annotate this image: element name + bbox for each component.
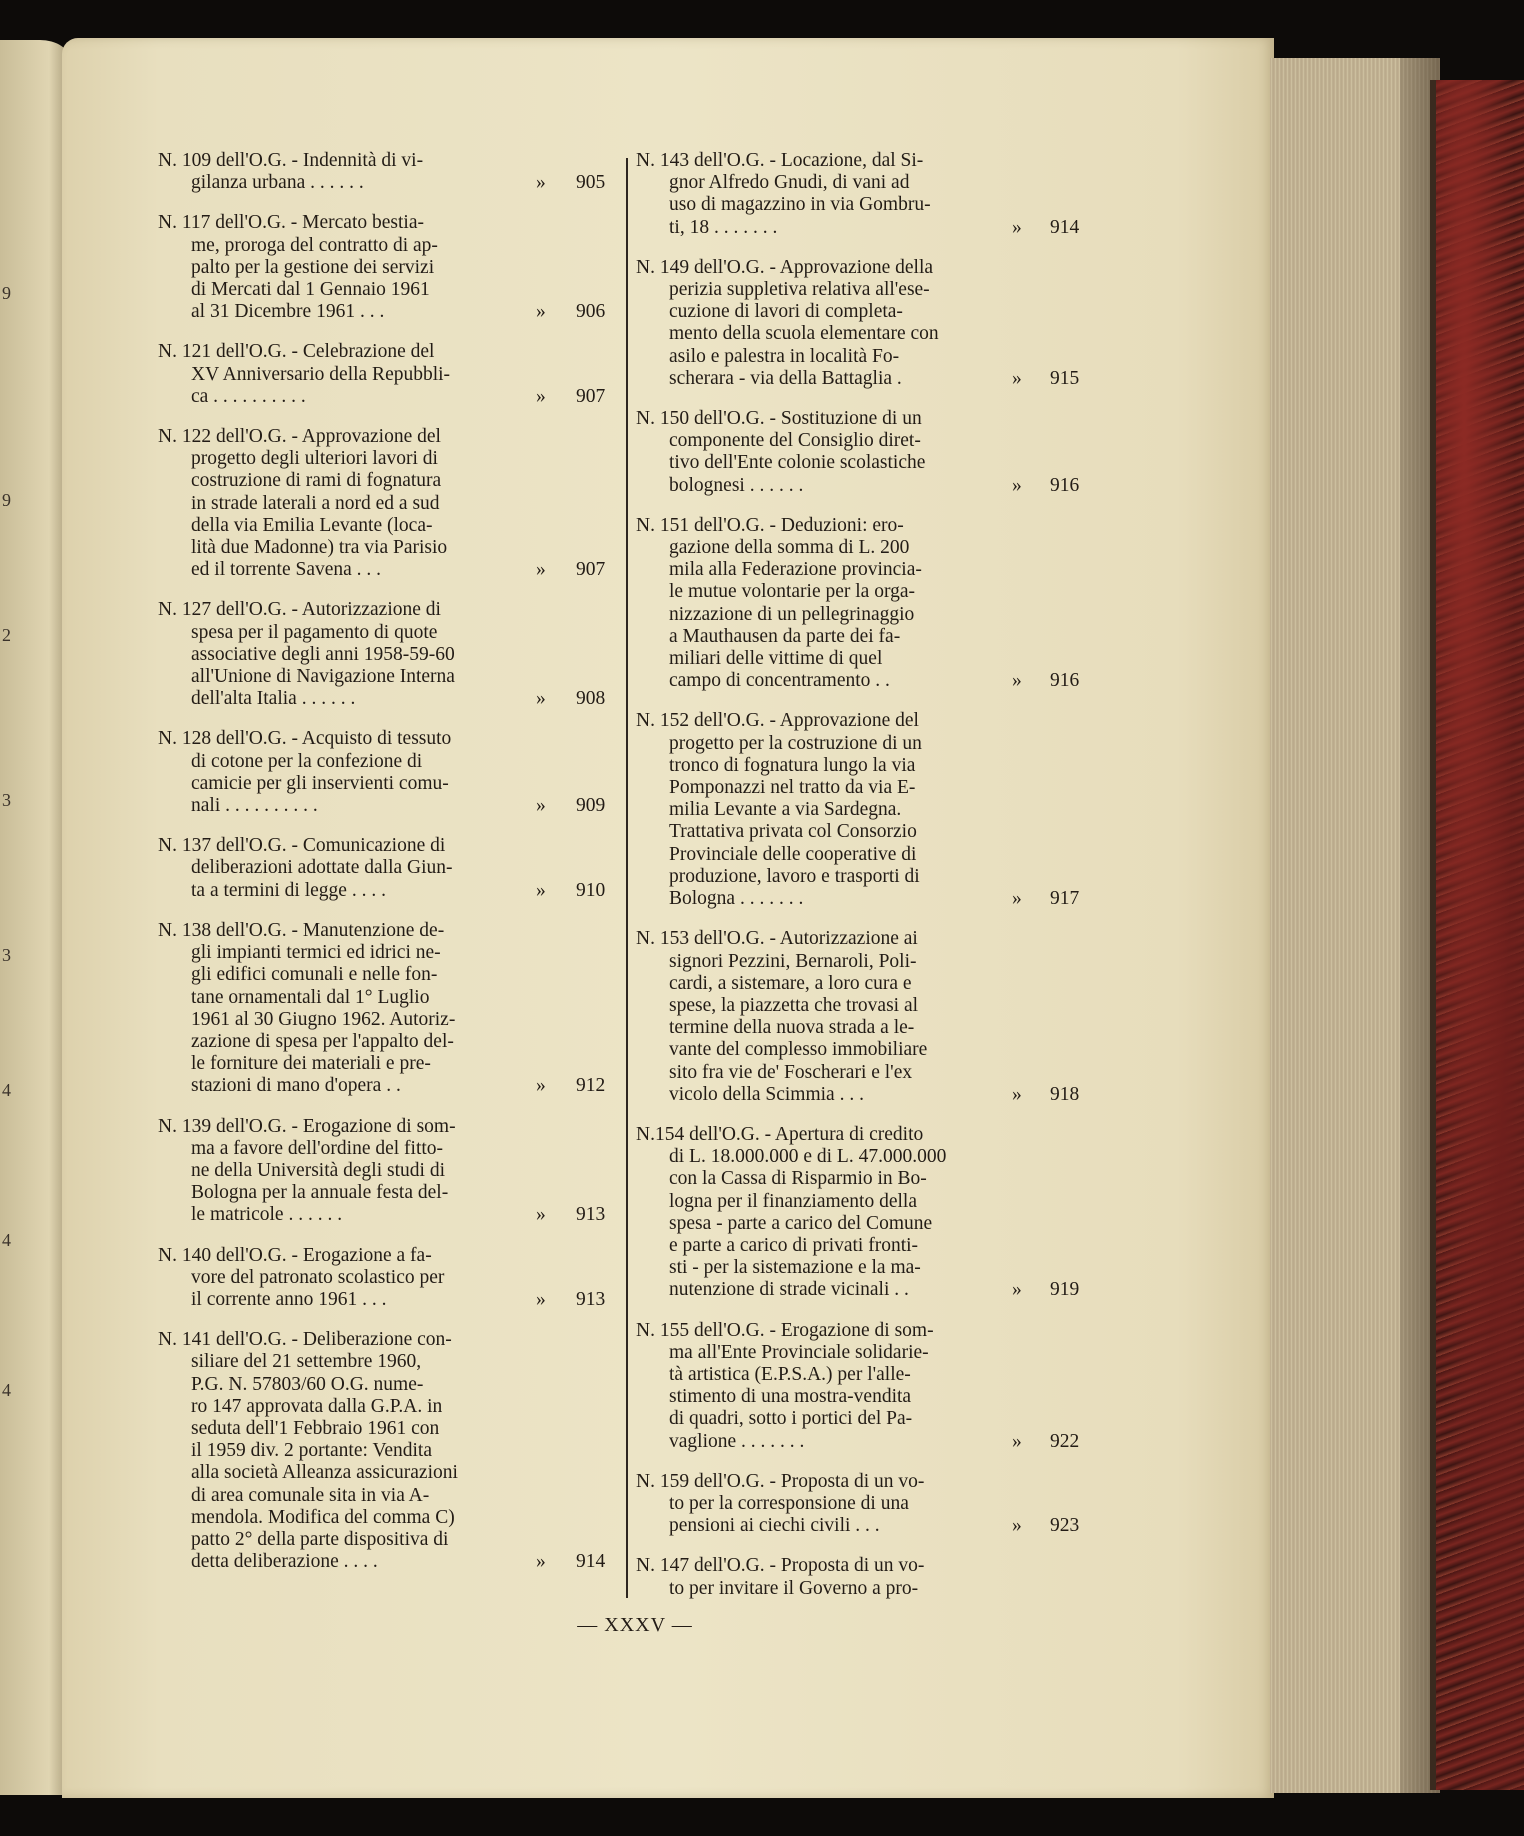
index-entry xyxy=(636,257,1102,390)
entry-text-line: gli impianti termici ed idrici ne- xyxy=(191,942,441,964)
entry-text-line: scherara - via della Battaglia . xyxy=(669,367,902,389)
entry-text-line: componente del Consiglio diret- xyxy=(669,430,921,452)
entry-text-line: ma a favore dell'ordine del fitto- xyxy=(191,1137,444,1159)
entry-text-line: camicie per gli inservienti comu- xyxy=(191,772,449,794)
entry-text-line: vante del complesso immobiliare xyxy=(669,1039,928,1061)
page-number: 918 xyxy=(1050,1083,1080,1105)
entry-text-line: nizzazione di un pellegrinaggio xyxy=(669,603,915,625)
page-number: 912 xyxy=(576,1075,606,1097)
page-ref-marker: » xyxy=(536,795,546,817)
page-ref-marker: » xyxy=(1012,216,1022,238)
entry-text-line: il corrente anno 1961 . . . xyxy=(191,1288,387,1310)
entry-heading-line: N. 150 dell'O.G. - Sostituzione di un xyxy=(636,408,922,430)
index-entry xyxy=(158,150,618,194)
page-ref-marker: » xyxy=(536,1204,546,1226)
left-margin-number: 2 xyxy=(2,625,11,645)
left-margin-number: 4 xyxy=(2,1230,11,1250)
page-number-footer: — XXXV — xyxy=(577,1614,693,1636)
entry-text-line: stimento di una mostra-vendita xyxy=(669,1386,912,1408)
page-number: 908 xyxy=(576,688,606,710)
entry-text-line: cuzione di lavori di completa- xyxy=(669,301,903,323)
entry-text-line: 1961 al 30 Giugno 1962. Autoriz- xyxy=(191,1008,456,1030)
entry-text-line: ne della Università degli studi di xyxy=(191,1159,445,1181)
entry-text-line: alla società Alleanza assicurazioni xyxy=(191,1462,458,1484)
page-number: 917 xyxy=(1050,888,1080,910)
column-divider xyxy=(626,158,628,1598)
entry-text-line: spesa - parte a carico del Comune xyxy=(669,1212,933,1234)
entry-text-line: ma all'Ente Provinciale solidarie- xyxy=(669,1341,929,1363)
marbled-cover xyxy=(1430,80,1524,1790)
entry-text-line: di quadri, sotto i portici del Pa- xyxy=(669,1408,913,1430)
page-ref-marker: » xyxy=(536,559,546,581)
entry-text-line: progetto per la costruzione di un xyxy=(669,732,922,754)
entry-text-line: Bologna . . . . . . . xyxy=(669,888,804,910)
left-column xyxy=(158,150,618,1591)
page-ref-marker: » xyxy=(536,172,546,194)
index-entry xyxy=(158,341,618,408)
entry-heading-line: N. 122 dell'O.G. - Approvazione del xyxy=(158,426,441,448)
page-ref-marker: » xyxy=(1012,1279,1022,1301)
entry-text-line: spesa per il pagamento di quote xyxy=(191,621,438,643)
entry-heading-line: N. 149 dell'O.G. - Approvazione della xyxy=(636,256,934,278)
entry-text-line: dell'alta Italia . . . . . . xyxy=(191,688,356,710)
index-entry xyxy=(636,1471,1102,1538)
page-number: 913 xyxy=(576,1204,606,1226)
page-number: 907 xyxy=(576,559,606,581)
entry-heading-line: N. 147 dell'O.G. - Proposta di un vo- xyxy=(636,1555,925,1577)
entry-text-line: il 1959 div. 2 portante: Vendita xyxy=(191,1440,433,1462)
entry-heading-line: N. 128 dell'O.G. - Acquisto di tessuto xyxy=(158,728,452,750)
entry-text-line: uso di magazzino in via Gombru- xyxy=(669,194,931,216)
page-ref-marker: » xyxy=(536,688,546,710)
entry-text-line: detta deliberazione . . . . xyxy=(191,1551,378,1573)
entry-text-line: gilanza urbana . . . . . . xyxy=(191,172,364,194)
entry-text-line: bolognesi . . . . . . xyxy=(669,474,804,496)
left-margin-number: 9 xyxy=(2,490,11,510)
entry-text-line: tivo dell'Ente colonie scolastiche xyxy=(669,452,926,474)
page-number: 919 xyxy=(1050,1279,1080,1301)
entry-heading-line: N. 121 dell'O.G. - Celebrazione del xyxy=(158,341,435,363)
entry-heading-line: N. 141 dell'O.G. - Deliberazione con- xyxy=(158,1329,452,1351)
page-number: 915 xyxy=(1050,367,1080,389)
entry-text-line: campo di concentramento . . xyxy=(669,670,890,692)
index-entry xyxy=(636,150,1102,239)
entry-text-line: vaglione . . . . . . . xyxy=(669,1430,805,1452)
entry-text-line: tà artistica (E.P.S.A.) per l'alle- xyxy=(669,1363,911,1385)
entry-text-line: zazione di spesa per l'appalto del- xyxy=(191,1030,454,1052)
index-entry xyxy=(158,920,618,1098)
entry-text-line: a Mauthausen da parte dei fa- xyxy=(669,625,901,647)
entry-text-line: di Mercati dal 1 Gennaio 1961 xyxy=(191,279,430,301)
entry-text-line: XV Anniversario della Repubbli- xyxy=(191,363,451,385)
index-entry xyxy=(158,1116,618,1227)
page-ref-marker: » xyxy=(1012,367,1022,389)
entry-text-line: produzione, lavoro e trasporti di xyxy=(669,865,920,887)
entry-text-line: signori Pezzini, Bernaroli, Poli- xyxy=(669,950,917,972)
entry-text-line: gazione della somma di L. 200 xyxy=(669,537,910,559)
right-column xyxy=(636,150,1102,1618)
page-number: 923 xyxy=(1050,1515,1080,1537)
index-content xyxy=(158,150,1080,1600)
index-entry xyxy=(636,928,1102,1106)
entry-text-line: sti - per la sistemazione e la ma- xyxy=(669,1257,921,1279)
page-number: 913 xyxy=(576,1288,606,1310)
entry-text-line: associative degli anni 1958-59-60 xyxy=(191,643,455,665)
entry-text-line: milia Levante a via Sardegna. xyxy=(669,799,902,821)
entry-text-line: stazioni di mano d'opera . . xyxy=(191,1075,401,1097)
entry-text-line: me, proroga del contratto di ap- xyxy=(191,234,438,256)
entry-text-line: siliare del 21 settembre 1960, xyxy=(191,1351,422,1373)
entry-text-line: P.G. N. 57803/60 O.G. nume- xyxy=(191,1373,424,1395)
page-ref-marker: » xyxy=(1012,888,1022,910)
entry-text-line: e parte a carico di privati fronti- xyxy=(669,1234,919,1256)
entry-text-line: seduta dell'1 Febbraio 1961 con xyxy=(191,1417,440,1439)
entry-text-line: miliari delle vittime di quel xyxy=(669,648,883,670)
entry-heading-line: N. 155 dell'O.G. - Erogazione di som- xyxy=(636,1319,934,1341)
entry-text-line: mila alla Federazione provincia- xyxy=(669,559,922,581)
entry-text-line: della via Emilia Levante (loca- xyxy=(191,514,433,536)
entry-text-line: progetto degli ulteriori lavori di xyxy=(191,448,438,470)
entry-text-line: le mutue volontarie per la orga- xyxy=(669,581,916,603)
entry-heading-line: N. 138 dell'O.G. - Manutenzione de- xyxy=(158,919,445,941)
page-number: 914 xyxy=(1050,216,1080,238)
entry-heading-line: N. 143 dell'O.G. - Locazione, dal Si- xyxy=(636,150,924,171)
entry-text-line: all'Unione di Navigazione Interna xyxy=(191,666,455,688)
entry-text-line: perizia suppletiva relativa all'ese- xyxy=(669,279,930,301)
entry-text-line: ca . . . . . . . . . . xyxy=(191,385,306,407)
entry-text-line: nutenzione di strade vicinali . . xyxy=(669,1279,909,1301)
entry-heading-line: N. 140 dell'O.G. - Erogazione a fa- xyxy=(158,1244,432,1266)
page-number: 910 xyxy=(576,879,606,901)
entry-text-line: le forniture dei materiali e pre- xyxy=(191,1053,431,1075)
page-number: 916 xyxy=(1050,474,1080,496)
index-entry xyxy=(636,710,1102,910)
index-entry xyxy=(158,1245,618,1312)
entry-text-line: le matricole . . . . . . xyxy=(191,1204,343,1226)
entry-text-line: costruzione di rami di fognatura xyxy=(191,470,442,492)
entry-text-line: spese, la piazzetta che trovasi al xyxy=(669,994,919,1016)
entry-text-line: asilo e palestra in località Fo- xyxy=(669,345,900,367)
entry-text-line: termine della nuova strada a le- xyxy=(669,1017,915,1039)
entry-text-line: to per la corresponsione di una xyxy=(669,1492,909,1514)
page-ref-marker: » xyxy=(1012,474,1022,496)
entry-text-line: ed il torrente Savena . . . xyxy=(191,559,382,581)
index-entry xyxy=(636,1124,1102,1302)
entry-text-line: patto 2° della parte dispositiva di xyxy=(191,1528,449,1550)
entry-text-line: al 31 Dicembre 1961 . . . xyxy=(191,301,385,323)
page-ref-marker: » xyxy=(1012,670,1022,692)
index-entry xyxy=(636,408,1102,497)
page-number: 909 xyxy=(576,795,606,817)
entry-heading-line: N. 151 dell'O.G. - Deduzioni: ero- xyxy=(636,514,904,536)
left-page-edge xyxy=(0,40,70,1795)
page-number: 922 xyxy=(1050,1430,1080,1452)
index-entry xyxy=(158,599,618,710)
page-number: 914 xyxy=(576,1551,606,1573)
page-ref-marker: » xyxy=(536,301,546,323)
page-block-edge xyxy=(1270,58,1440,1793)
entry-text-line: di cotone per la confezione di xyxy=(191,750,423,772)
entry-text-line: vore del patronato scolastico per xyxy=(191,1266,445,1288)
entry-text-line: di L. 18.000.000 e di L. 47.000.000 xyxy=(669,1146,947,1168)
index-entry xyxy=(636,1555,1102,1599)
entry-heading-line: N. 137 dell'O.G. - Comunicazione di xyxy=(158,835,446,857)
entry-text-line: palto per la gestione dei servizi xyxy=(191,256,435,278)
page-number: 905 xyxy=(576,172,606,194)
page-ref-marker: » xyxy=(1012,1083,1022,1105)
entry-text-line: Pomponazzi nel tratto da via E- xyxy=(669,777,916,799)
entry-text-line: to per invitare il Governo a pro- xyxy=(669,1577,919,1599)
index-entry xyxy=(158,212,618,323)
entry-text-line: con la Cassa di Risparmio in Bo- xyxy=(669,1168,927,1190)
entry-text-line: gnor Alfredo Gnudi, di vani ad xyxy=(669,172,910,194)
page-ref-marker: » xyxy=(1012,1430,1022,1452)
entry-text-line: deliberazioni adottate dalla Giun- xyxy=(191,857,453,879)
entry-text-line: ro 147 approvata dalla G.P.A. in xyxy=(191,1395,443,1417)
page-ref-marker: » xyxy=(536,1551,546,1573)
entry-heading-line: N. 153 dell'O.G. - Autorizzazione ai xyxy=(636,928,918,950)
entry-text-line: lità due Madonne) tra via Parisio xyxy=(191,537,448,559)
entry-heading-line: N. 109 dell'O.G. - Indennità di vi- xyxy=(158,150,424,171)
index-entry xyxy=(158,426,618,581)
entry-text-line: tane ornamentali dal 1° Luglio xyxy=(191,986,430,1008)
page-number: 906 xyxy=(576,301,606,323)
index-entry xyxy=(636,515,1102,693)
left-margin-number: 3 xyxy=(2,945,11,965)
left-margin-number: 3 xyxy=(2,790,11,810)
index-entry xyxy=(636,1320,1102,1453)
page-ref-marker: » xyxy=(536,879,546,901)
entry-heading-line: N. 127 dell'O.G. - Autorizzazione di xyxy=(158,599,441,621)
entry-heading-line: N. 117 dell'O.G. - Mercato bestia- xyxy=(158,212,424,234)
entry-text-line: pensioni ai ciechi civili . . . xyxy=(669,1515,880,1537)
page-ref-marker: » xyxy=(1012,1515,1022,1537)
left-margin-number: 4 xyxy=(2,1080,11,1100)
entry-text-line: mento della scuola elementare con xyxy=(669,323,939,345)
page-ref-marker: » xyxy=(536,1288,546,1310)
page-number: 916 xyxy=(1050,670,1080,692)
entry-text-line: gli edifici comunali e nelle fon- xyxy=(191,964,438,986)
index-entry xyxy=(158,835,618,902)
entry-text-line: cardi, a sistemare, a loro cura e xyxy=(669,972,912,994)
entry-text-line: logna per il finanziamento della xyxy=(669,1190,917,1212)
entry-text-line: Bologna per la annuale festa del- xyxy=(191,1182,449,1204)
entry-text-line: nali . . . . . . . . . . xyxy=(191,795,318,817)
entry-heading-line: N. 152 dell'O.G. - Approvazione del xyxy=(636,710,919,732)
entry-text-line: di area comunale sita in via A- xyxy=(191,1484,430,1506)
entry-text-line: Trattativa privata col Consorzio xyxy=(669,821,917,843)
index-entry xyxy=(158,728,618,817)
entry-heading-line: N. 159 dell'O.G. - Proposta di un vo- xyxy=(636,1470,925,1492)
index-entry xyxy=(158,1329,618,1573)
entry-heading-line: N.154 dell'O.G. - Apertura di credito xyxy=(636,1123,924,1145)
left-margin-number: 4 xyxy=(2,1380,11,1400)
entry-text-line: sito fra vie de' Foscherari e l'ex xyxy=(669,1061,913,1083)
left-margin-number: 9 xyxy=(2,283,11,303)
page-number: 907 xyxy=(576,385,606,407)
entry-text-line: mendola. Modifica del comma C) xyxy=(191,1506,455,1528)
page-ref-marker: » xyxy=(536,385,546,407)
entry-heading-line: N. 139 dell'O.G. - Erogazione di som- xyxy=(158,1115,456,1137)
entry-text-line: ti, 18 . . . . . . . xyxy=(669,216,778,238)
entry-text-line: ta a termini di legge . . . . xyxy=(191,879,386,901)
entry-text-line: in strade laterali a nord ed a sud xyxy=(191,492,440,514)
entry-text-line: tronco di fognatura lungo la via xyxy=(669,754,916,776)
entry-text-line: Provinciale delle cooperative di xyxy=(669,843,917,865)
page-ref-marker: » xyxy=(536,1075,546,1097)
entry-text-line: vicolo della Scimmia . . . xyxy=(669,1083,864,1105)
